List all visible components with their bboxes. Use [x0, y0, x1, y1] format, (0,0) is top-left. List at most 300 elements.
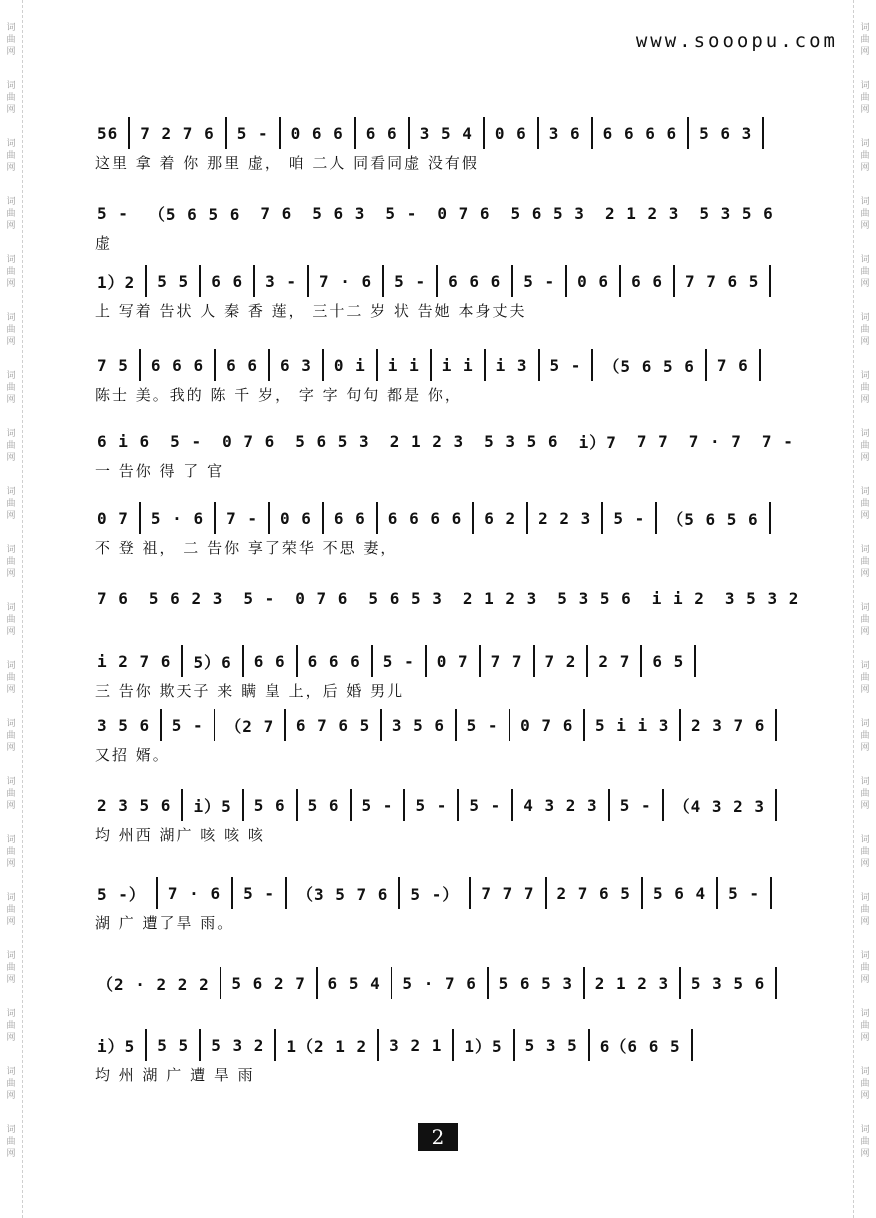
measure: 5 6 4 — [652, 883, 707, 903]
watermark-char: 词 — [6, 255, 16, 265]
measure: 5 - — [97, 203, 129, 223]
bar-line — [284, 709, 286, 741]
measure: （5 6 5 6 — [667, 509, 759, 529]
bar-line — [268, 349, 270, 381]
measure: 5 - — [382, 651, 415, 671]
bar-line — [691, 1029, 693, 1061]
watermark-char: 曲 — [860, 1021, 870, 1031]
measure: （4 3 2 3 — [673, 796, 766, 816]
measure: 3 6 — [548, 123, 581, 143]
measure: 5 3 5 6 — [484, 431, 559, 451]
bar-line — [775, 789, 777, 821]
watermark-block — [6, 776, 15, 812]
watermark-char: 网 — [6, 917, 16, 927]
watermark-char: 网 — [6, 1149, 16, 1159]
watermark-char: 网 — [6, 569, 16, 579]
watermark-block — [860, 602, 869, 638]
watermark-char: 词 — [860, 893, 870, 903]
bar-line — [231, 877, 233, 909]
watermark-char: 网 — [860, 337, 870, 347]
measure: 6 6 6 6 — [387, 508, 463, 528]
measure: 0 i — [333, 355, 366, 375]
measure: 5 - — [415, 795, 448, 815]
watermark-char: 网 — [6, 279, 16, 289]
watermark-char: 曲 — [6, 151, 16, 161]
watermark-char: 词 — [6, 545, 16, 555]
measure: 1）5 — [464, 1036, 503, 1056]
watermark-char: 网 — [6, 859, 16, 869]
watermark-char: 网 — [860, 743, 870, 753]
watermark-char: 曲 — [6, 499, 16, 509]
watermark-char: 词 — [860, 545, 870, 555]
measure: 6 6 — [211, 271, 244, 291]
watermark-char: 曲 — [6, 731, 16, 741]
watermark-char: 词 — [860, 719, 870, 729]
watermark-block — [6, 602, 15, 638]
bar-line — [479, 645, 481, 677]
bar-line — [583, 967, 585, 999]
watermark-char: 曲 — [6, 35, 16, 45]
bar-line — [139, 349, 141, 381]
watermark-char: 网 — [860, 1091, 870, 1101]
notation-line — [95, 970, 785, 996]
watermark-char: 词 — [6, 777, 16, 787]
measure: 7 · 6 — [319, 271, 373, 291]
watermark-block — [860, 196, 869, 232]
watermark-char: 曲 — [6, 383, 16, 393]
watermark-char: 网 — [860, 105, 870, 115]
watermark-char: 网 — [860, 1149, 870, 1159]
measure: 2 1 2 3 — [389, 431, 465, 451]
measure: 1（2 1 2 — [286, 1036, 368, 1056]
watermark-char: 曲 — [6, 847, 16, 857]
measure: 5 3 5 6 — [557, 588, 632, 608]
watermark-block — [860, 428, 869, 464]
measure: 5 6 2 3 — [148, 588, 224, 608]
measure: 5 - — [469, 795, 502, 815]
measure: i i 2 — [651, 588, 705, 608]
bar-line — [377, 1029, 379, 1061]
watermark-char: 词 — [860, 1009, 870, 1019]
measure: 7 7 — [490, 651, 523, 671]
watermark-char: 词 — [6, 661, 16, 671]
watermark-char: 网 — [860, 975, 870, 985]
watermark-char: 网 — [860, 917, 870, 927]
bar-line — [533, 645, 535, 677]
watermark-char: 词 — [860, 1067, 870, 1077]
score-system — [95, 505, 785, 557]
watermark-char: 网 — [6, 47, 16, 57]
watermark-block — [860, 1124, 869, 1160]
watermark-char: 曲 — [6, 325, 16, 335]
measure: 0 6 — [494, 123, 527, 143]
bar-line — [591, 349, 593, 381]
watermark-block — [860, 834, 869, 870]
measure: 6 6 6 — [307, 651, 361, 671]
measure: 5 5 — [157, 1035, 190, 1055]
watermark-block — [6, 1066, 15, 1102]
watermark-block — [860, 370, 869, 406]
watermark-char: 曲 — [860, 441, 870, 451]
bar-line — [452, 1029, 454, 1061]
bar-line — [425, 645, 427, 677]
bar-line — [640, 645, 642, 677]
bar-line — [509, 709, 511, 741]
right-watermark-strip — [853, 0, 876, 1218]
notation-line — [95, 200, 785, 226]
bar-line — [242, 645, 244, 677]
watermark-char: 曲 — [6, 789, 16, 799]
measure: 2 7 6 5 — [556, 883, 631, 903]
measure: 5 - — [170, 431, 203, 451]
measure: 3 2 1 — [389, 1035, 443, 1055]
measure: 56 — [97, 123, 119, 143]
watermark-char: 曲 — [860, 1079, 870, 1089]
watermark-char: 曲 — [860, 209, 870, 219]
watermark-char: 词 — [6, 893, 16, 903]
notation-line — [95, 648, 785, 674]
bar-line — [382, 265, 384, 297]
notation-line — [95, 120, 785, 146]
watermark-char: 词 — [6, 313, 16, 323]
measure: 5 - — [613, 508, 646, 528]
watermark-char: 曲 — [6, 209, 16, 219]
watermark-char: 词 — [860, 603, 870, 613]
watermark-char: 词 — [6, 719, 16, 729]
measure: 7 · 6 — [167, 883, 222, 903]
watermark-char: 曲 — [860, 35, 870, 45]
bar-line — [769, 502, 771, 534]
watermark-block — [860, 1066, 869, 1102]
watermark-char: 曲 — [860, 93, 870, 103]
lyric-line: 一 告你 得 了 官 — [95, 462, 225, 480]
bar-line — [588, 1029, 590, 1061]
watermark-char: 网 — [6, 395, 16, 405]
watermark-char: 曲 — [6, 557, 16, 567]
measure: 5 5 — [157, 271, 190, 291]
watermark-char: 曲 — [860, 789, 870, 799]
measure: 5 - — [243, 588, 276, 608]
score-system — [95, 970, 785, 1022]
bar-line — [220, 967, 222, 999]
bar-line — [655, 502, 657, 534]
bar-line — [199, 1029, 201, 1061]
watermark-block — [860, 892, 869, 928]
measure: 5 3 5 6 — [699, 203, 774, 223]
bar-line — [436, 265, 438, 297]
watermark-char: 网 — [860, 47, 870, 57]
watermark-char: 词 — [860, 371, 870, 381]
bar-line — [391, 967, 393, 999]
watermark-block — [860, 718, 869, 754]
watermark-char: 词 — [860, 1125, 870, 1135]
watermark-char: 词 — [860, 777, 870, 787]
bar-line — [591, 117, 593, 149]
lyric-line: 不 登 祖， 二 告你 享了荣华 不思 妻， — [95, 539, 398, 557]
measure: 6 6 6 — [150, 355, 205, 375]
measure: 5 - — [549, 355, 582, 375]
bar-line — [380, 709, 382, 741]
watermark-block — [6, 950, 15, 986]
measure: 0 7 — [97, 508, 129, 528]
watermark-char: 网 — [860, 453, 870, 463]
score-system — [95, 880, 785, 932]
bar-line — [641, 877, 643, 909]
measure: 5 6 5 3 — [510, 203, 585, 223]
bar-line — [225, 117, 227, 149]
bar-line — [586, 645, 588, 677]
bar-line — [371, 645, 373, 677]
measure: 6 6 — [631, 271, 663, 291]
measure: 5）6 — [193, 652, 232, 672]
notation-line — [95, 585, 800, 611]
measure: 6 6 — [333, 508, 366, 528]
bar-line — [376, 349, 378, 381]
watermark-char: 词 — [860, 255, 870, 265]
watermark-char: 词 — [860, 661, 870, 671]
bar-line — [274, 1029, 276, 1061]
measure: 5 - — [361, 795, 394, 815]
measure: 0 7 6 — [295, 588, 349, 608]
bar-line — [770, 877, 772, 909]
notation-line — [95, 428, 794, 454]
measure: 5 · 7 6 — [402, 973, 477, 993]
watermark-block — [860, 486, 869, 522]
measure: 7 6 — [716, 355, 749, 375]
watermark-block — [860, 660, 869, 696]
measure: 2 3 5 6 — [97, 795, 172, 815]
bar-line — [145, 265, 147, 297]
watermark-char: 词 — [6, 23, 16, 33]
bar-line — [526, 502, 528, 534]
watermark-char: 词 — [6, 1125, 16, 1135]
watermark-char: 词 — [860, 487, 870, 497]
measure: 0 6 6 — [290, 123, 344, 143]
notation-line — [95, 880, 785, 906]
notation-line — [95, 505, 785, 531]
measure: （2 · 2 2 2 — [97, 974, 210, 994]
watermark-char: 词 — [6, 603, 16, 613]
bar-line — [775, 709, 777, 741]
measure: 4 3 2 3 — [523, 795, 598, 815]
measure: 6 6 6 6 — [602, 123, 678, 143]
bar-line — [583, 709, 585, 741]
measure: 5 - — [385, 203, 418, 223]
watermark-char: 网 — [6, 685, 16, 695]
watermark-char: 曲 — [860, 847, 870, 857]
bar-line — [769, 265, 771, 297]
measure: 5 6 — [307, 795, 340, 815]
measure: 2 2 3 — [538, 508, 592, 528]
measure: 2 7 — [598, 651, 631, 671]
watermark-char: 网 — [6, 337, 16, 347]
bar-line — [316, 967, 318, 999]
measure: 7 6 — [260, 203, 293, 223]
lyric-line: 均 州 湖 广 遭 旱 雨 — [95, 1066, 255, 1084]
measure: 5 - — [394, 271, 427, 291]
notation-line — [95, 268, 785, 294]
watermark-char: 词 — [6, 429, 16, 439]
watermark-char: 词 — [6, 1009, 16, 1019]
score-system — [95, 585, 800, 637]
measure: 2 1 2 3 — [462, 588, 538, 608]
measure: 2 1 2 3 — [594, 973, 670, 993]
watermark-char: 词 — [6, 197, 16, 207]
watermark-block — [6, 486, 15, 522]
notation-line — [95, 352, 785, 378]
bar-line — [608, 789, 610, 821]
measure: 7 2 7 6 — [140, 123, 215, 143]
measure: 5 6 — [253, 795, 286, 815]
watermark-char: 曲 — [860, 557, 870, 567]
watermark-char: 网 — [6, 627, 16, 637]
watermark-char: 曲 — [6, 905, 16, 915]
watermark-block — [860, 22, 869, 58]
measure: i）5 — [97, 1036, 136, 1056]
bar-line — [253, 265, 255, 297]
watermark-char: 网 — [860, 569, 870, 579]
watermark-block — [6, 428, 15, 464]
measure: 5 6 2 7 — [231, 973, 306, 993]
bar-line — [181, 645, 183, 677]
measure: 3 5 3 2 — [724, 588, 800, 608]
measure: 2 3 7 6 — [690, 715, 766, 735]
measure: 6（6 6 5 — [599, 1036, 681, 1056]
watermark-block — [6, 892, 15, 928]
watermark-block — [6, 254, 15, 290]
bar-line — [472, 502, 474, 534]
score-system — [95, 428, 794, 480]
watermark-char: 网 — [860, 1033, 870, 1043]
bar-line — [285, 877, 287, 909]
watermark-char: 词 — [860, 197, 870, 207]
measure: 7 · 7 — [688, 431, 742, 451]
measure: 3 5 6 — [97, 715, 151, 735]
score-system — [95, 712, 785, 764]
bar-line — [545, 877, 547, 909]
measure: 6 6 — [226, 355, 258, 375]
watermark-char: 曲 — [860, 267, 870, 277]
watermark-char: 网 — [860, 221, 870, 231]
watermark-char: 词 — [860, 139, 870, 149]
watermark-block — [6, 1008, 15, 1044]
watermark-char: 曲 — [6, 93, 16, 103]
watermark-char: 词 — [860, 429, 870, 439]
watermark-char: 网 — [6, 221, 16, 231]
notation-line — [95, 712, 785, 738]
bar-line — [457, 789, 459, 821]
measure: 1）2 — [97, 272, 136, 292]
measure: 0 7 6 — [520, 715, 574, 735]
measure: （3 5 7 6 — [296, 884, 389, 904]
measure: 6 i 6 — [97, 431, 151, 451]
measure: 5 -） — [97, 884, 146, 904]
bar-line — [565, 265, 567, 297]
watermark-char: 曲 — [6, 1137, 16, 1147]
bar-line — [199, 265, 201, 297]
bar-line — [484, 349, 486, 381]
bar-line — [376, 502, 378, 534]
bar-line — [662, 789, 664, 821]
watermark-block — [6, 196, 15, 232]
score-system — [95, 200, 785, 252]
watermark-char: 词 — [860, 23, 870, 33]
watermark-char: 曲 — [860, 731, 870, 741]
bar-line — [296, 645, 298, 677]
measure: 7 7 6 5 — [684, 271, 760, 291]
bar-line — [398, 877, 400, 909]
watermark-char: 曲 — [6, 267, 16, 277]
watermark-block — [6, 718, 15, 754]
watermark-char: 网 — [6, 975, 16, 985]
bar-line — [322, 349, 324, 381]
watermark-block — [6, 544, 15, 580]
watermark-char: 曲 — [6, 1079, 16, 1089]
page-number: 2 — [418, 1123, 458, 1151]
lyric-line: 上 写着 告状 人 秦 香 莲， 三十二 岁 状 告她 本身丈夫 — [95, 302, 527, 320]
measure: 7 6 — [97, 588, 129, 608]
measure: i 3 — [495, 355, 528, 375]
watermark-char: 词 — [6, 835, 16, 845]
watermark-char: 曲 — [860, 673, 870, 683]
watermark-char: 曲 — [6, 615, 16, 625]
measure: 6 6 — [365, 123, 398, 143]
lyric-line — [95, 617, 785, 637]
measure: 6 6 — [253, 651, 286, 671]
bar-line — [673, 265, 675, 297]
score-system — [95, 648, 785, 700]
bar-line — [322, 502, 324, 534]
watermark-char: 词 — [6, 487, 16, 497]
measure: i 2 7 6 — [97, 651, 172, 671]
notation-line — [95, 1032, 785, 1058]
watermark-char: 网 — [6, 1091, 16, 1101]
watermark-char: 曲 — [6, 673, 16, 683]
bar-line — [679, 709, 681, 741]
measure: 0 6 — [279, 508, 312, 528]
watermark-block — [6, 80, 15, 116]
measure: 3 5 6 — [391, 715, 446, 735]
measure: 5 6 3 — [312, 203, 366, 223]
watermark-char: 曲 — [860, 963, 870, 973]
watermark-char: 词 — [6, 81, 16, 91]
measure: 7 7 — [636, 431, 669, 451]
measure: i i — [387, 355, 420, 375]
watermark-char: 曲 — [860, 499, 870, 509]
bar-line — [139, 502, 141, 534]
watermark-char: 曲 — [860, 325, 870, 335]
watermark-char: 网 — [860, 627, 870, 637]
measure: 5 · 6 — [150, 508, 205, 528]
watermark-char: 词 — [860, 835, 870, 845]
bar-line — [716, 877, 718, 909]
bar-line — [601, 502, 603, 534]
bar-line — [538, 349, 540, 381]
lyric-line: 这里 拿 着 你 那里 虚， 咱 二人 同看同虚 没有假 — [95, 154, 479, 172]
measure: 5 3 2 — [211, 1035, 265, 1055]
score-system — [95, 792, 785, 844]
watermark-block — [860, 950, 869, 986]
watermark-char: 网 — [6, 743, 16, 753]
measure: 5 6 5 3 — [295, 431, 370, 451]
bar-line — [619, 265, 621, 297]
bar-line — [759, 349, 761, 381]
watermark-char: 曲 — [6, 1021, 16, 1031]
measure: 6 7 6 5 — [295, 715, 371, 735]
watermark-char: 网 — [860, 511, 870, 521]
watermark-char: 词 — [6, 139, 16, 149]
measure: （5 6 5 6 — [603, 356, 695, 376]
